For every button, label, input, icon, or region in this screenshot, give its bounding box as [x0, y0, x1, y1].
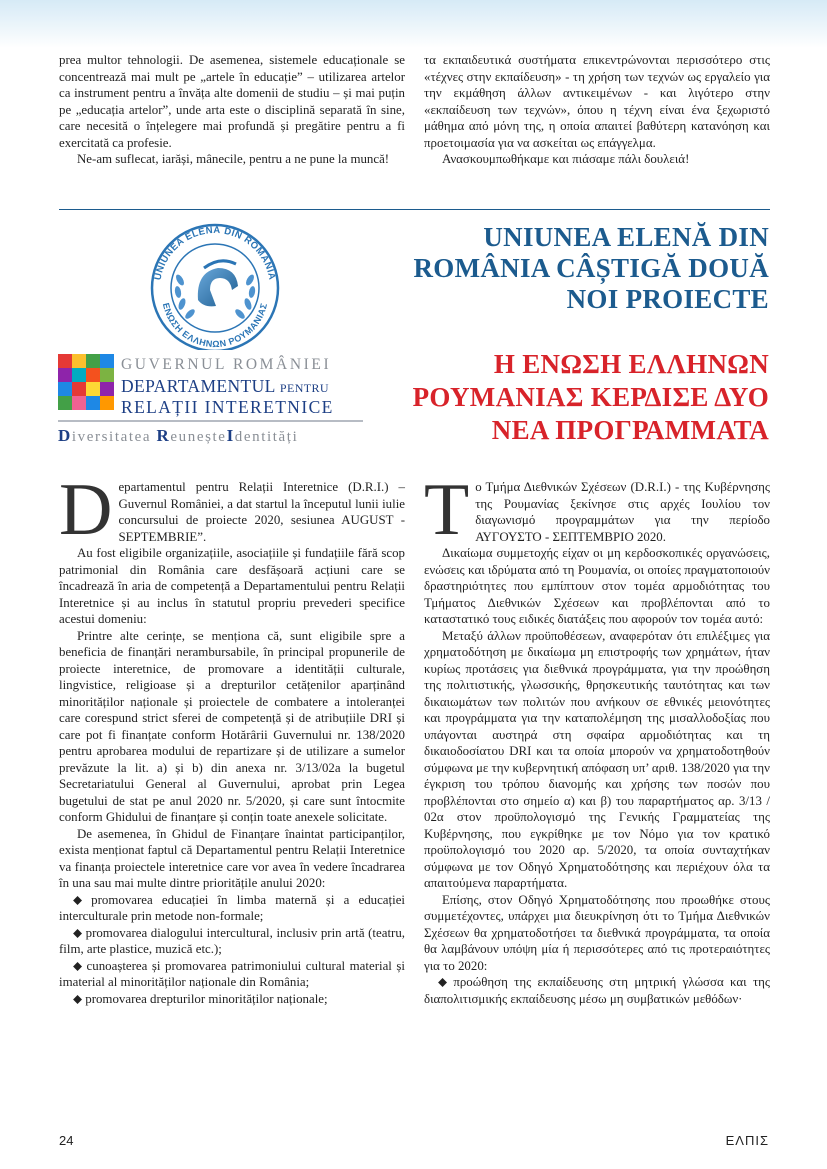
motto-word: iversitatea — [71, 429, 157, 445]
hellenic-union-logo — [140, 220, 290, 350]
puzzle-icon — [58, 354, 116, 416]
logo-ring-text-top: UNIUNEA ELENĂ DIN ROMÂNIA — [152, 224, 278, 282]
gov-motto — [58, 426, 298, 446]
paragraph: Au fost eligibile organizațiile, asociațiile și fundațiile fără scop patrimonial din România care desfășoară acțiuni care se încadrează în aria de competență a Departamentului pentru Relații Interetnice și au inclus în statutul propriu prevederi specifice acestui domeniu: — [59, 546, 405, 626]
top-gradient-band — [0, 0, 827, 48]
paragraph: τα εκπαιδευτικά συστήματα επικεντρώνονται περισσότερο στις «τέχνες στην εκπαίδευση» - τη χρήση των τεχνών ως εργαλείο για την εκμάθηση άλλων αντικειμένων - και λιγότερο στην «εκπαίδευση των τεχνών», όπου η τέχνη είναι ένα ξεχωριστό μάθημα από μόνη της, η οποία απαιτεί βαθύτερη κατανόηση και προετοιμασία για να ασκείται ως επάγγελμα. — [424, 53, 770, 150]
paragraph — [59, 469, 405, 551]
paragraph — [424, 469, 770, 551]
paragraph: prea multor tehnologii. De asemenea, sistemele educaționale se concentrează mai mult pe „artele în educație” – utilizarea artelor ca instrument pentru a învăța alte domenii de studiu – și mai puțin pe „educația artelor”, unde arta este o disciplină separată în sine, care necesită o înțelegere mai profundă și pregătire pentru a fi exercitată ca profesie. — [59, 53, 405, 150]
drop-cap: T — [424, 469, 470, 551]
list-item: ⬥ promovarea dialogului intercultural, inclusiv prin artă (teatru, film, arte plastice, muzică etc.); — [59, 925, 405, 956]
logo-ring-text-bottom: ΕΝΩΣΗ ΕΛΛΗΝΩΝ ΡΟΥΜΑΝΙΑΣ — [160, 301, 270, 350]
government-dri-logo — [58, 352, 368, 452]
paragraph: Μεταξύ άλλων προϋποθέσεων, αναφερόταν ότι επιλέξιμες για χρηματοδότηση με δικαίωμα μη επιστροφής των χρημάτων, ήταν κυρίως προτάσεις για διεθνικά προγράμματα, για την προώθηση της πολιτιστικής, γλωσσικής, θρησκευτικής ταυτότητας και των δικαιωμάτων των πολιτών που ανήκουν σε εθνικές μειονότητες και προγράμματα για την καταπολέμηση της μισαλλοδοξίας που υπάγονται αυστηρά στη σφαίρα αρμοδιότητας και τη δικαιοδοσίατου DRI και τα οποία μπορούν να χρηματοδοτηθούν σύμφωνα με την κυβερνητική απόφαση υπ’ αριθ. 138/2020 για την έγκριση του τρόπου διανομής και χρήσης των ποσών που προβλέπονται στο σημείο α) και β) του παραρτήματος αρ. 3/13 / 02α στον προϋπολογισμό της Γενικής Γραμματείας της Κυβέρνησης, που εγκρίθηκε με τον Νόμο για τον κρατικό προϋπολογισμό του 2020 αρ. 5/2020, τα οποία συνταχτήκαν σύμφωνα με τον Οδηγό Χρηματοδότησης και περιέχουν όλα τα απαιτούμενα παραρτήματα. — [424, 628, 770, 890]
paragraph: Printre alte cerințe, se menționa că, sunt eligibile spre a beneficia de finanțări nerambursabile, în principal propunerile de proiecte interetnice, de promovare a identității culturale, lingvistice, religioase și a drepturilor cetățenilor aparținând minorităților naționale și proiectele de combatere a intoleranței care corespund strict sferei de competență și de atribuțiile DRI și care pot fi finanțate conform Hotărârii Guvernului nr. 138/2020 pentru aprobarea modului de repartizare și de utilizare a sumelor prevăzute la lit. a) și b) din anexa nr. 3/13/02a la bugetul Secretariatului General al Guvernului, aprobat prin Legea bugetului de stat pe anul 2020 nr. 5/2020, și care sunt întocmite conform Ghidului de finanțare și conțin toate anexele solicitate. — [59, 628, 405, 824]
list-item: ⬥ promovarea drepturilor minorităților naționale; — [73, 991, 328, 1006]
article-title-romanian: UNIUNEA ELENĂ DIN ROMÂNIA CÂȘTIGĂ DOUĂ NOI PROIECTE — [413, 222, 769, 314]
gov-name: GUVERNUL ROMÂNIEI — [121, 356, 332, 373]
article-title-greek: Η ΕΝΩΣΗ ΕΛΛΗΝΩΝ ΡΟΥΜΑΝΙΑΣ ΚΕΡΔΙΣΕ ΔΥΟ ΝΕΑ ΠΡΟΓΡΑΜΜΑΤΑ — [412, 349, 769, 445]
top-left-column — [59, 52, 405, 168]
motto-initial: R — [156, 426, 171, 445]
drop-cap: D — [59, 469, 113, 551]
gov-department-relations: RELAȚII INTERETNICE — [121, 397, 334, 417]
list-item: ⬥ προώθηση της εκπαίδευσης στη μητρική γλώσσα και της διαπολιτισμικής εκπαίδευσης μέσω μη συμβατικών μεθόδων· — [424, 975, 770, 1006]
gov-department-pentru: PENTRU — [279, 381, 329, 395]
motto-initial: D — [58, 426, 72, 445]
magazine-name: ΕΛΠΙΣ — [725, 1133, 769, 1148]
top-right-column — [424, 52, 770, 168]
paragraph-text: epartamentul pentru Relații Interetnice (D.R.I.) – Guvernul României, a dat startul la începutul lunii iulie concursului de proiecte 2020, sesiunea AUGUST - SEPTEMBRIE”. — [118, 480, 405, 544]
paragraph: De asemenea, în Ghidul de Finanțare înaintat participanților, exista menționat faptul că Departamentul pentru Relații Interetnice va finanța proiectele interetnice care vor avea în vedere încadrarea în una sau mai multe dintre prioritățile anului 2020: — [59, 826, 405, 890]
paragraph: Επίσης, στον Οδηγό Χρηματοδότησης που προωθήκε στους συμμετέχοντες, υπάρχει μια διευκρίνηση ότι το Τμήμα Διεθνικών Σχέσεων θα χρηματοδοτήσει τα διεθνικά προγράμματα, τα οποία θα λαμβάνουν υπόψη μία ή περισσότερες από τις προτεραιότητες για το 2020: — [424, 892, 770, 973]
list-item: ⬥ cunoașterea și promovarea patrimoniului cultural material și imaterial al minorităților naționale din România; — [59, 958, 405, 989]
paragraph-text: ο Τμήμα Διεθνικών Σχέσεων (D.R.I.) - της Κυβέρνησης της Ρουμανίας ξεκίνησε στις αρχές Ιουλίου τον διαγωνισμό προγραμμάτων για την περίοδο ΑΥΓΟΥΣΤΟ - ΣΕΠΤΕΜΒΡΙΟ 2020. — [475, 480, 770, 544]
motto-word: dentități — [234, 429, 299, 445]
gov-department — [121, 376, 329, 397]
gov-divider — [58, 420, 363, 422]
paragraph: Ανασκουμπωθήκαμε και πιάσαμε πάλι δουλειά! — [442, 152, 690, 166]
motto-initial: I — [226, 426, 235, 445]
article-column-romanian — [59, 469, 405, 1007]
list-item: ⬥ promovarea educației în limba maternă și a educației interculturale prin metode non-formale; — [59, 892, 405, 923]
page-number: 24 — [59, 1133, 74, 1148]
paragraph: Δικαίωμα συμμετοχής είχαν οι μη κερδοσκοπικές οργανώσεις, ενώσεις και ιδρύματα από τη Ρουμανία, οι οποίες πραγματοποιούν δραστηριότητες που εμπίπτουν στον τομέα αρμοδιότητας του Τμήματος Διεθνικών Σχέσεων και προβλέπονται από το καταστατικό τους ειδικές διατάξεις που αφορούν τον τομέα αυτό: — [424, 546, 770, 626]
article-column-greek — [424, 469, 770, 1007]
gov-department-text: DEPARTAMENTUL — [121, 376, 276, 396]
section-divider — [59, 209, 770, 210]
motto-word: eunește — [170, 429, 227, 445]
paragraph: Ne-am suflecat, iarăși, mânecile, pentru a ne pune la muncă! — [77, 152, 390, 166]
